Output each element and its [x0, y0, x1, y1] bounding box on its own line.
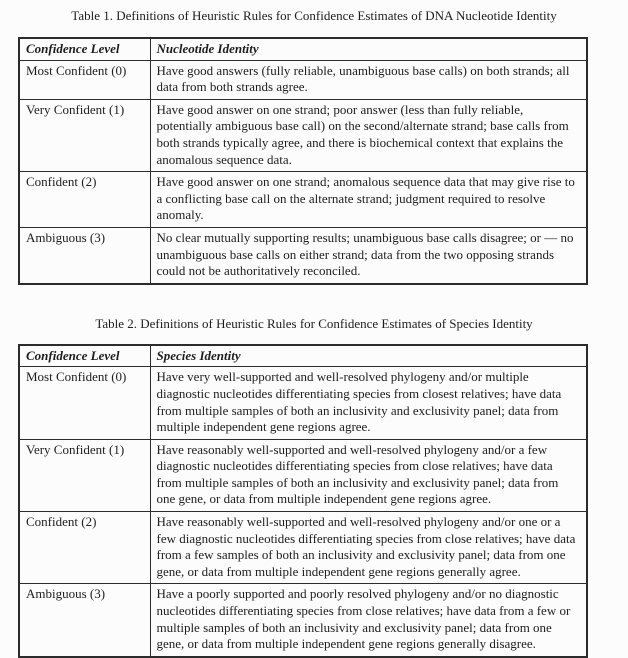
- definition-cell: Have good answers (fully reliable, unambiguous base calls) on both strands; all data from both strands agree.: [150, 60, 587, 99]
- definition-cell: No clear mutually supporting results; unambiguous base calls disagree; or — no unambiguous base calls on either strand; data from the two opposing strands could not be authoritatively reconciled.: [150, 227, 587, 283]
- definition-cell: Have reasonably well-supported and well-resolved phylogeny and/or a few diagnostic nucleotides differentiating species from close relatives; have data from multiple samples of both an inclusivity and exclusivity panel; data from one gene, or data from multiple independent gene regions agree.: [150, 439, 587, 511]
- table2-col-header-species-identity: Species Identity: [150, 345, 587, 367]
- table1-caption: Table 1. Definitions of Heuristic Rules for Confidence Estimates of DNA Nucleotide Identity: [71, 8, 557, 23]
- confidence-level-cell: Confident (2): [19, 172, 150, 228]
- table2-col-header-confidence-level: Confidence Level: [19, 345, 150, 367]
- table-row: [19, 584, 587, 657]
- table-row: [19, 227, 587, 283]
- table-row: [19, 367, 587, 439]
- table2-caption: Table 2. Definitions of Heuristic Rules for Confidence Estimates of Species Identity: [95, 315, 533, 331]
- table-row: [19, 439, 587, 511]
- confidence-level-cell: Very Confident (1): [19, 99, 150, 171]
- confidence-level-cell: Ambiguous (3): [19, 227, 150, 283]
- confidence-level-cell: Confident (2): [19, 512, 150, 584]
- definition-cell: Have good answer on one strand; poor answer (less than fully reliable, potentially ambiguous base call) on the second/alternate strand; base calls from both strands typically agree, and there is biochemical context that explains the anomalous sequence data.: [150, 99, 587, 171]
- table2-header-row: [19, 345, 587, 367]
- table1-dna-nucleotide-identity: [18, 37, 588, 285]
- table1-col-header-confidence-level: Confidence Level: [19, 38, 150, 60]
- confidence-level-cell: Most Confident (0): [19, 367, 150, 439]
- definition-cell: Have reasonably well-supported and well-resolved phylogeny and/or one or a few diagnostic nucleotides differentiating species from close relatives; have data from a few samples of both an inclusivity and exclusivity panel; data from one gene, or data from multiple independent gene regions generally agree.: [150, 512, 587, 584]
- definition-cell: Have very well-supported and well-resolved phylogeny and/or multiple diagnostic nucleotides differentiating species from closest relatives; have data from multiple samples of both an inclusivity and exclusivity panel; data from multiple independent gene regions agree.: [150, 367, 587, 439]
- table1-header-row: [19, 38, 587, 60]
- definition-cell: Have good answer on one strand; anomalous sequence data that may give rise to a conflicting base call on the alternate strand; judgment required to resolve anomaly.: [150, 172, 587, 228]
- table-row: [19, 172, 587, 228]
- table2-species-identity: [18, 344, 588, 658]
- table-row: [19, 99, 587, 171]
- table-row: [19, 512, 587, 584]
- table-row: [19, 60, 587, 99]
- definition-cell: Have a poorly supported and poorly resolved phylogeny and/or no diagnostic nucleotides differentiating species from close relatives; have data from a few or multiple samples of both an inclusivity and exclusivity panel; data from one gene, or data from multiple independent gene regions generally disagree.: [150, 584, 587, 657]
- confidence-level-cell: Very Confident (1): [19, 439, 150, 511]
- confidence-level-cell: Ambiguous (3): [19, 584, 150, 657]
- table1-col-header-nucleotide-identity: Nucleotide Identity: [150, 38, 587, 60]
- confidence-level-cell: Most Confident (0): [19, 60, 150, 99]
